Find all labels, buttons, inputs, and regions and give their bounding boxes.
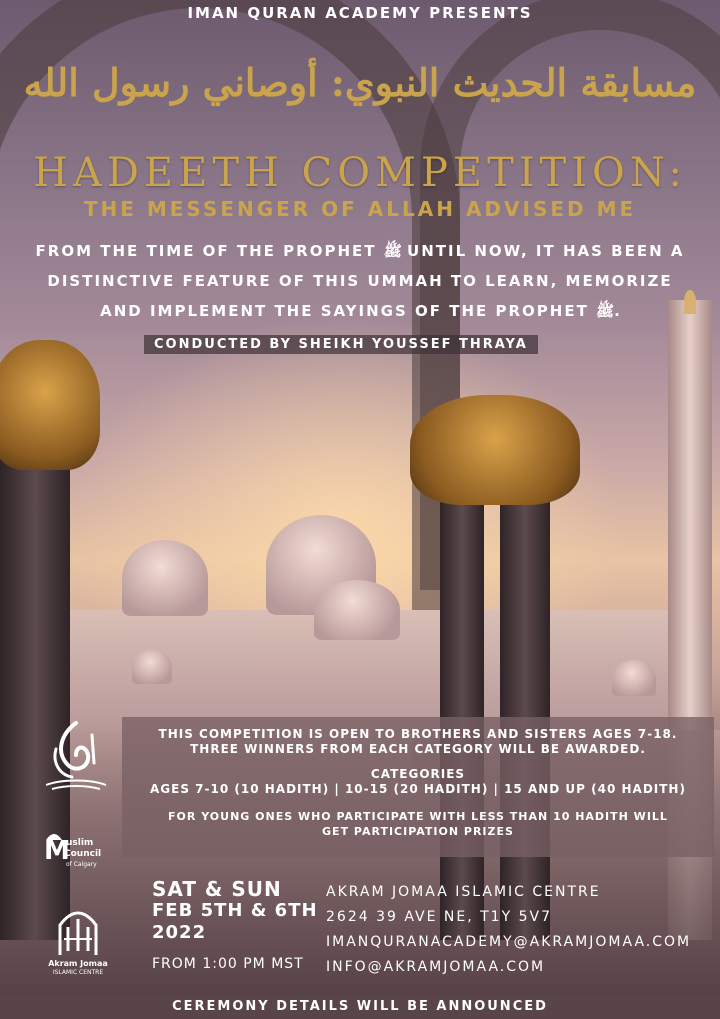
event-days: SAT & SUN: [152, 877, 282, 901]
akram-logo-name: Akram Jomaa: [48, 959, 108, 968]
eligibility-line: THIS COMPETITION IS OPEN TO BROTHERS AND SISTERS AGES 7-18.: [158, 727, 678, 741]
intro-line: DISTINCTIVE FEATURE OF THIS UMMAH TO LEARN, MEMORIZE: [47, 272, 673, 290]
categories-heading: CATEGORIES: [370, 767, 466, 781]
young-participants-line: FOR YOUNG ONES WHO PARTICIPATE WITH LESS THAN 10 HADITH WILL: [168, 810, 668, 823]
arch-emblem-icon: [56, 905, 100, 955]
date-block: [152, 878, 318, 972]
pillar: [500, 480, 550, 940]
event-dates: FEB 5TH & 6TH: [152, 900, 318, 921]
venue-name: AKRAM JOMAA ISLAMIC CENTRE: [326, 884, 601, 900]
venue-address: 2624 39 AVE NE, T1Y 5V7: [326, 909, 552, 925]
mcc-text: of Calgary: [66, 861, 97, 868]
intro-line: FROM THE TIME OF THE PROPHET ﷺ UNTIL NOW, IT HAS BEEN A: [35, 242, 685, 260]
young-participants-line: GET PARTICIPATION PRIZES: [322, 825, 514, 838]
conducted-by-banner: CONDUCTED BY SHEIKH YOUSSEF THRAYA: [144, 335, 538, 354]
presenter-line: IMAN QURAN ACADEMY PRESENTS: [187, 4, 533, 22]
muslim-council-logo: [44, 830, 114, 874]
pillar-capital: [0, 340, 100, 470]
akram-jomaa-logo: [46, 905, 110, 985]
arabic-title: مسابقة الحديث النبوي: أوصاني رسول الله: [23, 60, 697, 105]
dome: [132, 650, 172, 684]
event-year: 2022: [152, 922, 207, 943]
intro-line: AND IMPLEMENT THE SAYINGS OF THE PROPHET ﷺ.: [100, 302, 620, 320]
categories-list: AGES 7-10 (10 HADITH) | 10-15 (20 HADITH) | 15 AND UP (40 HADITH): [150, 782, 686, 796]
pillar: [440, 480, 484, 940]
dome: [612, 660, 656, 696]
contact-email[interactable]: IMANQURANACADEMY@AKRAMJOMAA.COM: [326, 934, 692, 950]
calligraphy-icon: [42, 715, 110, 795]
venue-block: [326, 880, 691, 980]
details-box: [122, 717, 714, 857]
poster-subtitle: THE MESSENGER OF ALLAH ADVISED ME: [83, 197, 637, 221]
footer-banner: CEREMONY DETAILS WILL BE ANNOUNCED: [0, 994, 720, 1019]
dome: [122, 540, 208, 616]
iman-quran-academy-logo: [42, 715, 110, 795]
mcc-letter: M: [44, 836, 70, 866]
pillar-capital: [410, 395, 580, 505]
dome: [314, 580, 400, 640]
akram-logo-sub: ISLAMIC CENTRE: [52, 969, 104, 976]
event-time: FROM 1:00 PM MST: [152, 956, 304, 972]
mcc-text: uslim: [66, 838, 94, 848]
winners-line: THREE WINNERS FROM EACH CATEGORY WILL BE AWARDED.: [190, 742, 646, 756]
contact-email[interactable]: INFO@AKRAMJOMAA.COM: [326, 959, 546, 975]
intro-text: [20, 236, 700, 326]
poster-title: HADEETH COMPETITION:: [33, 150, 687, 196]
mcc-text: Council: [64, 849, 102, 859]
